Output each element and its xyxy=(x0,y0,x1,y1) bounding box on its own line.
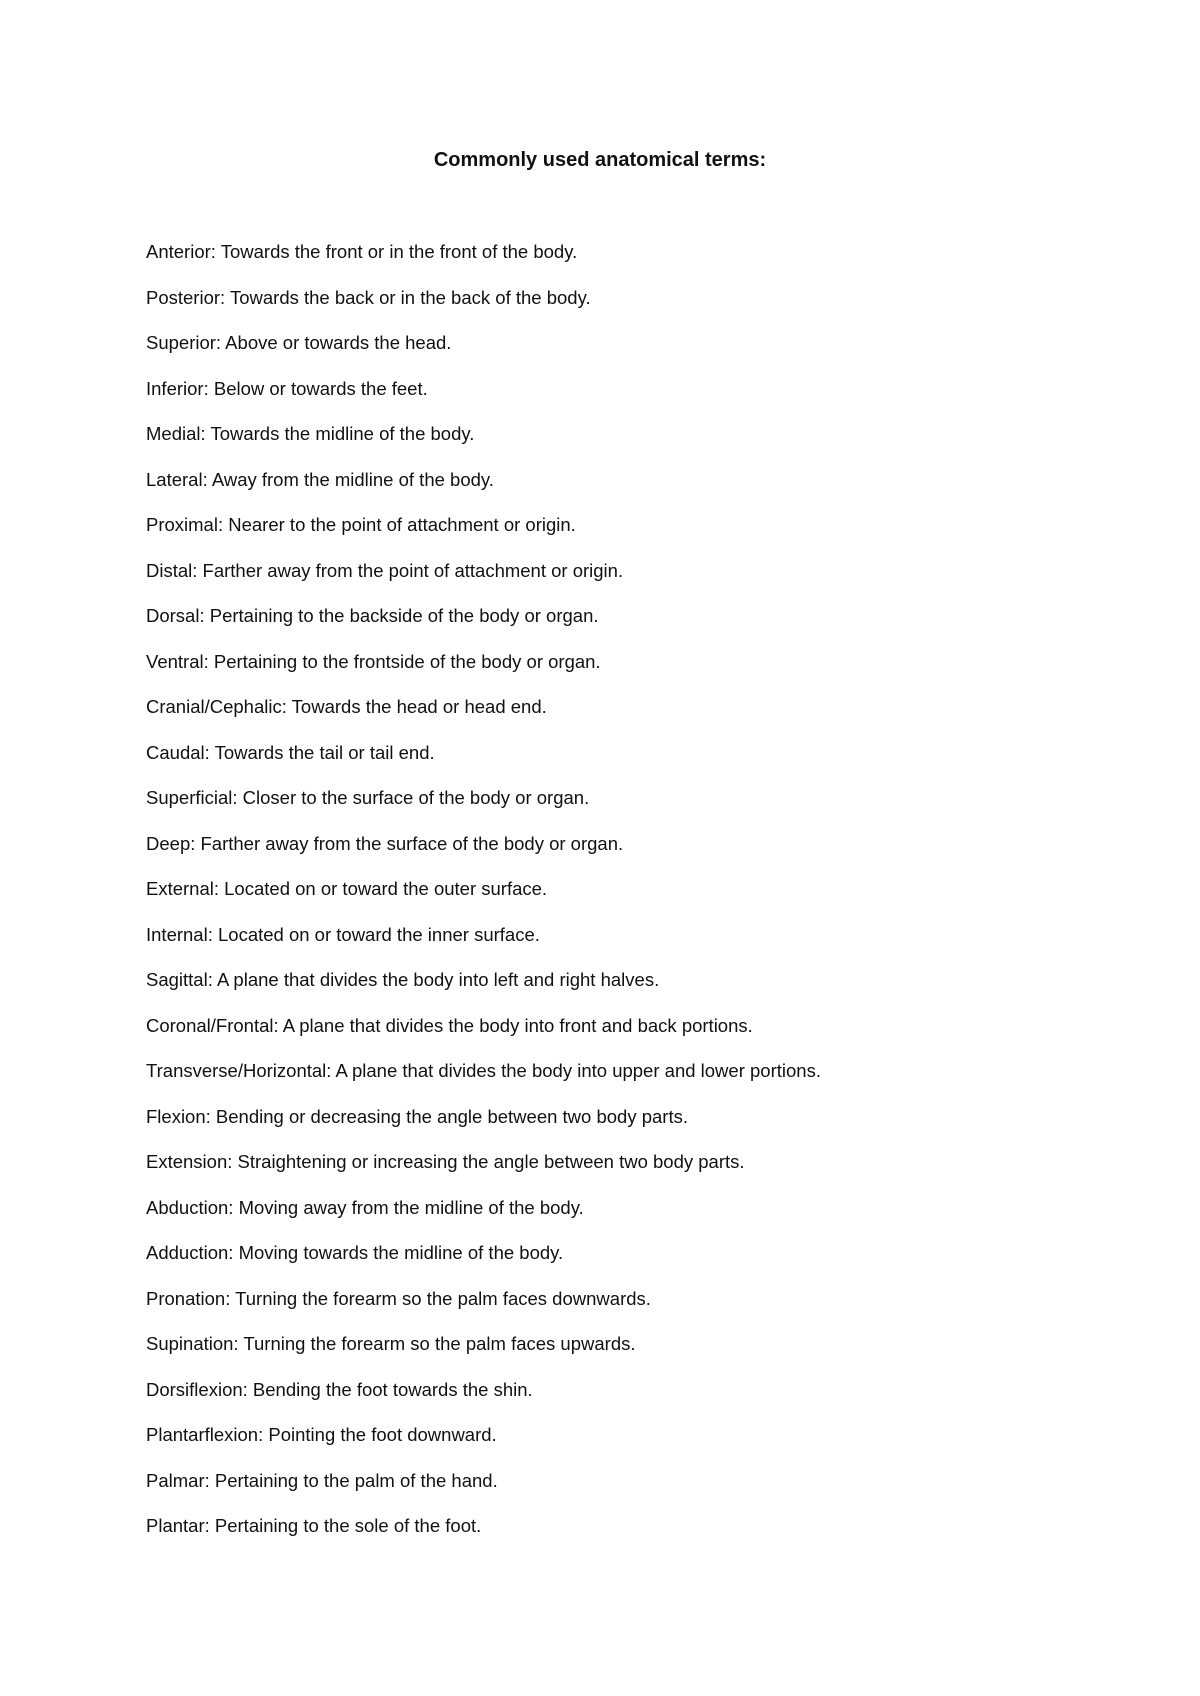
term-superior: Superior: Above or towards the head. xyxy=(146,332,452,353)
term-anterior: Anterior: Towards the front or in the front of the body. xyxy=(146,241,578,262)
term-adduction: Adduction: Moving towards the midline of the body. xyxy=(146,1242,564,1263)
term-dorsal: Dorsal: Pertaining to the backside of the body or organ. xyxy=(146,605,599,626)
term-lateral: Lateral: Away from the midline of the body. xyxy=(146,468,494,490)
term-supination: Supination: Turning the forearm so the palm faces upwards. xyxy=(146,1333,636,1354)
term-posterior: Posterior: Towards the back or in the back of the body. xyxy=(146,286,591,308)
term-extension: Extension: Straightening or increasing the angle between two body parts. xyxy=(146,1151,745,1172)
term-superficial: Superficial: Closer to the surface of the body or organ. xyxy=(146,787,590,808)
term-deep: Deep: Farther away from the surface of the body or organ. xyxy=(146,832,624,854)
term-pronation: Pronation: Turning the forearm so the palm faces downwards. xyxy=(146,1287,651,1309)
term-dorsiflexion: Dorsiflexion: Bending the foot towards the shin. xyxy=(146,1378,533,1400)
terms-list xyxy=(146,238,1146,1558)
term-abduction: Abduction: Moving away from the midline of the body. xyxy=(146,1196,584,1218)
term-palmar: Palmar: Pertaining to the palm of the hand. xyxy=(146,1469,498,1491)
term-sagittal: Sagittal: A plane that divides the body into left and right halves. xyxy=(146,969,660,990)
term-plantarflexion: Plantarflexion: Pointing the foot downward. xyxy=(146,1424,497,1445)
term-proximal: Proximal: Nearer to the point of attachment or origin. xyxy=(146,514,576,535)
page-title: Commonly used anatomical terms: xyxy=(433,149,767,171)
term-external: External: Located on or toward the outer surface. xyxy=(146,878,548,899)
term-cranial-cephalic: Cranial/Cephalic: Towards the head or head end. xyxy=(146,696,547,717)
term-transverse-horizontal: Transverse/Horizontal: A plane that divides the body into upper and lower portions. xyxy=(146,1060,821,1081)
term-medial: Medial: Towards the midline of the body. xyxy=(146,423,475,444)
term-coronal-frontal: Coronal/Frontal: A plane that divides the body into front and back portions. xyxy=(146,1014,753,1036)
term-ventral: Ventral: Pertaining to the frontside of the body or organ. xyxy=(146,650,601,672)
term-flexion: Flexion: Bending or decreasing the angle between two body parts. xyxy=(146,1105,688,1127)
term-plantar: Plantar: Pertaining to the sole of the foot. xyxy=(146,1515,482,1536)
term-distal: Distal: Farther away from the point of attachment or origin. xyxy=(146,559,624,581)
term-inferior: Inferior: Below or towards the feet. xyxy=(146,377,428,399)
term-caudal: Caudal: Towards the tail or tail end. xyxy=(146,741,435,763)
term-internal: Internal: Located on or toward the inner surface. xyxy=(146,923,540,945)
